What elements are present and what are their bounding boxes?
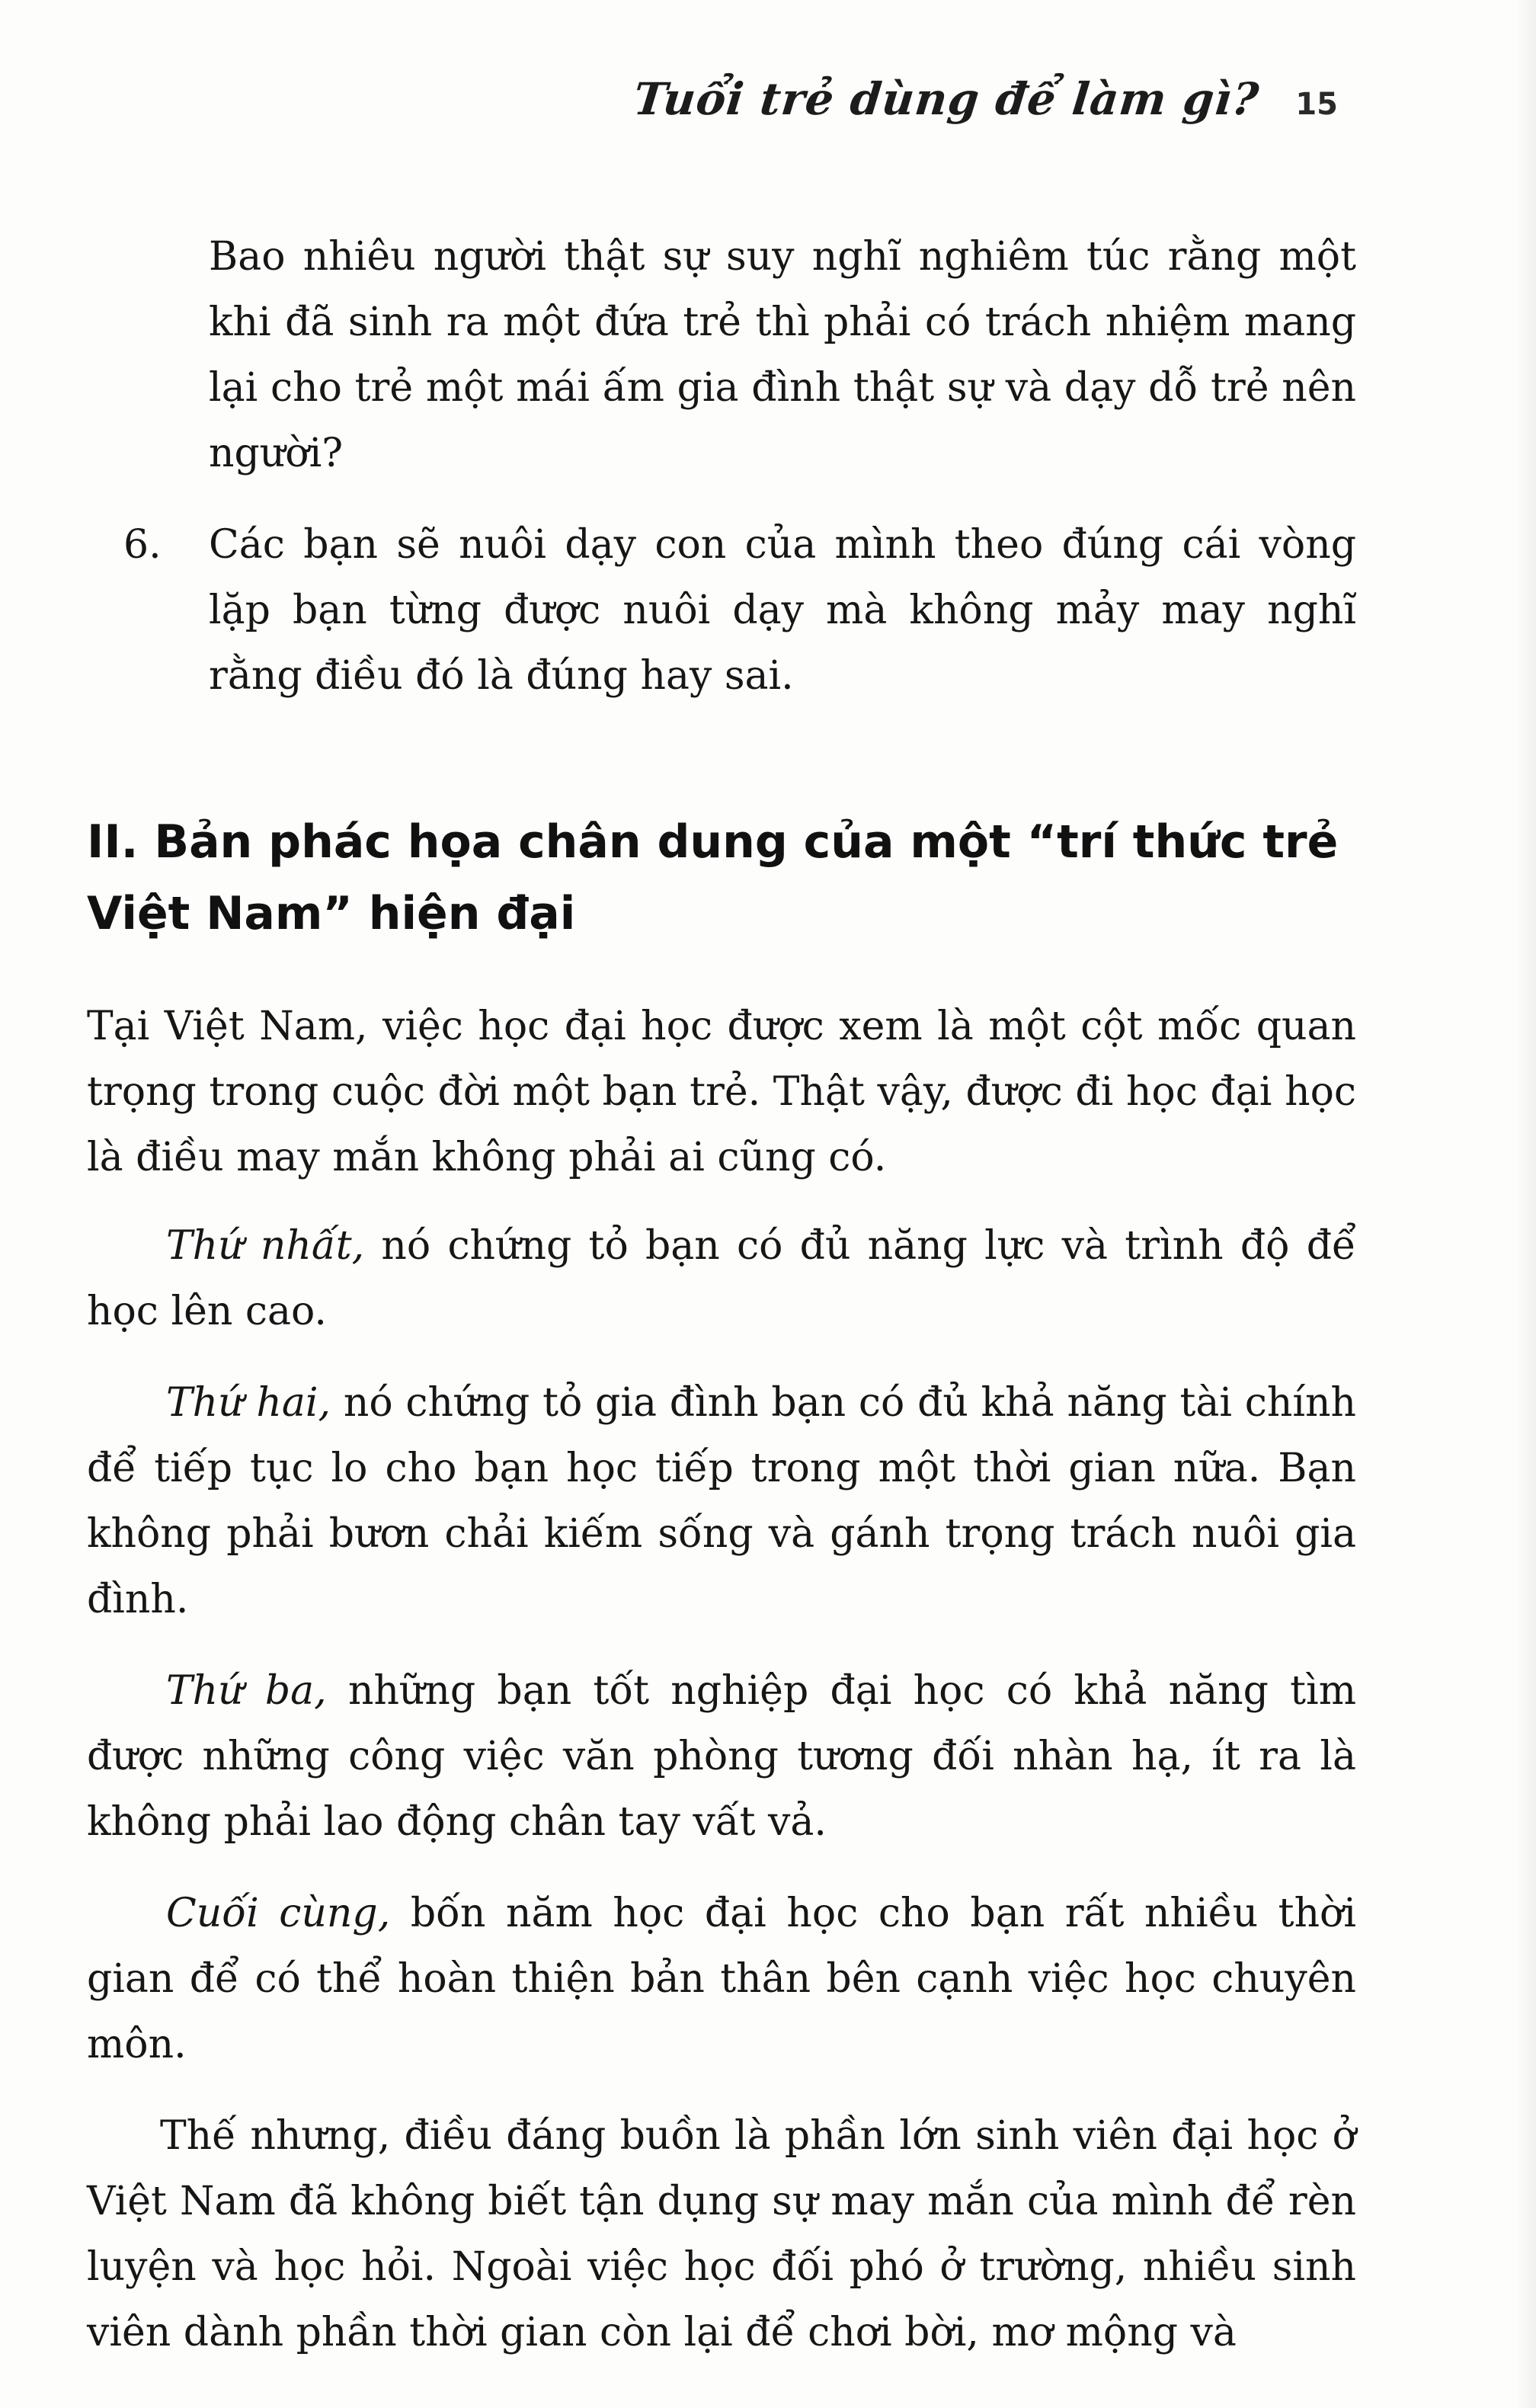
list-item-5-text: Bao nhiêu người thật sự suy nghĩ nghiêm túc rằng một khi đã sinh ra một đứa trẻ thì phải có trách nhiệm mang lại cho trẻ một mái ấm gia đình thật sự và dạy dỗ trẻ nên người? bbox=[209, 234, 1356, 476]
point-2-text: nó chứng tỏ gia đình bạn có đủ khả năng tài chính để tiếp tục lo cho bạn học tiếp trong một thời gian nữa. Bạn không phải bươn chải kiếm sống và gánh trọng trách nuôi gia đình. bbox=[87, 1380, 1356, 1622]
point-paragraph-2 bbox=[87, 1370, 1356, 1632]
page-content bbox=[0, 125, 1536, 2365]
list-item-6-number: 6. bbox=[123, 522, 162, 568]
list-item-5-continuation bbox=[87, 224, 1356, 486]
point-4-text: bốn năm học đại học cho bạn rất nhiều thời gian để có thể hoàn thiện bản thân bên cạnh việc học chuyên môn. bbox=[87, 1891, 1356, 2067]
point-3-text: những bạn tốt nghiệp đại học có khả năng tìm được những công việc văn phòng tương đối nhàn hạ, ít ra là không phải lao động chân tay vất vả. bbox=[87, 1668, 1356, 1845]
page-number: 15 bbox=[1295, 87, 1338, 122]
section-intro-paragraph: Tại Việt Nam, việc học đại học được xem là một cột mốc quan trọng trong cuộc đời một bạn trẻ. Thật vậy, được đi học đại học là điều may mắn không phải ai cũng có. bbox=[87, 1004, 1356, 1180]
running-header bbox=[0, 0, 1536, 125]
chapter-title-script: Tuổi trẻ dùng để làm gì? bbox=[631, 73, 1262, 125]
point-3-lead: Thứ ba, bbox=[166, 1668, 327, 1714]
point-2-lead: Thứ hai, bbox=[166, 1380, 331, 1426]
point-paragraph-4 bbox=[87, 1881, 1356, 2077]
point-paragraph-1 bbox=[87, 1213, 1356, 1344]
point-4-lead: Cuối cùng, bbox=[166, 1891, 391, 1936]
point-1-lead: Thứ nhất, bbox=[166, 1223, 365, 1269]
list-item-6-text: Các bạn sẽ nuôi dạy con của mình theo đúng cái vòng lặp bạn từng được nuôi dạy mà không mảy may nghĩ rằng điều đó là đúng hay sai. bbox=[209, 522, 1356, 699]
closing-paragraph: Thế nhưng, điều đáng buồn là phần lớn sinh viên đại học ở Việt Nam đã không biết tận dụng sự may mắn của mình để rèn luyện và học hỏi. Ngoài việc học đối phó ở trường, nhiều sinh viên dành phần thời gian còn lại để chơi bời, mơ mộng và bbox=[87, 2113, 1356, 2355]
section-heading: II. Bản phác họa chân dung của một “trí thức trẻ Việt Nam” hiện đại bbox=[87, 815, 1339, 940]
point-1-text: nó chứng tỏ bạn có đủ năng lực và trình độ để học lên cao. bbox=[87, 1223, 1356, 1334]
list-item-6 bbox=[87, 512, 1356, 709]
point-paragraph-3 bbox=[87, 1658, 1356, 1855]
